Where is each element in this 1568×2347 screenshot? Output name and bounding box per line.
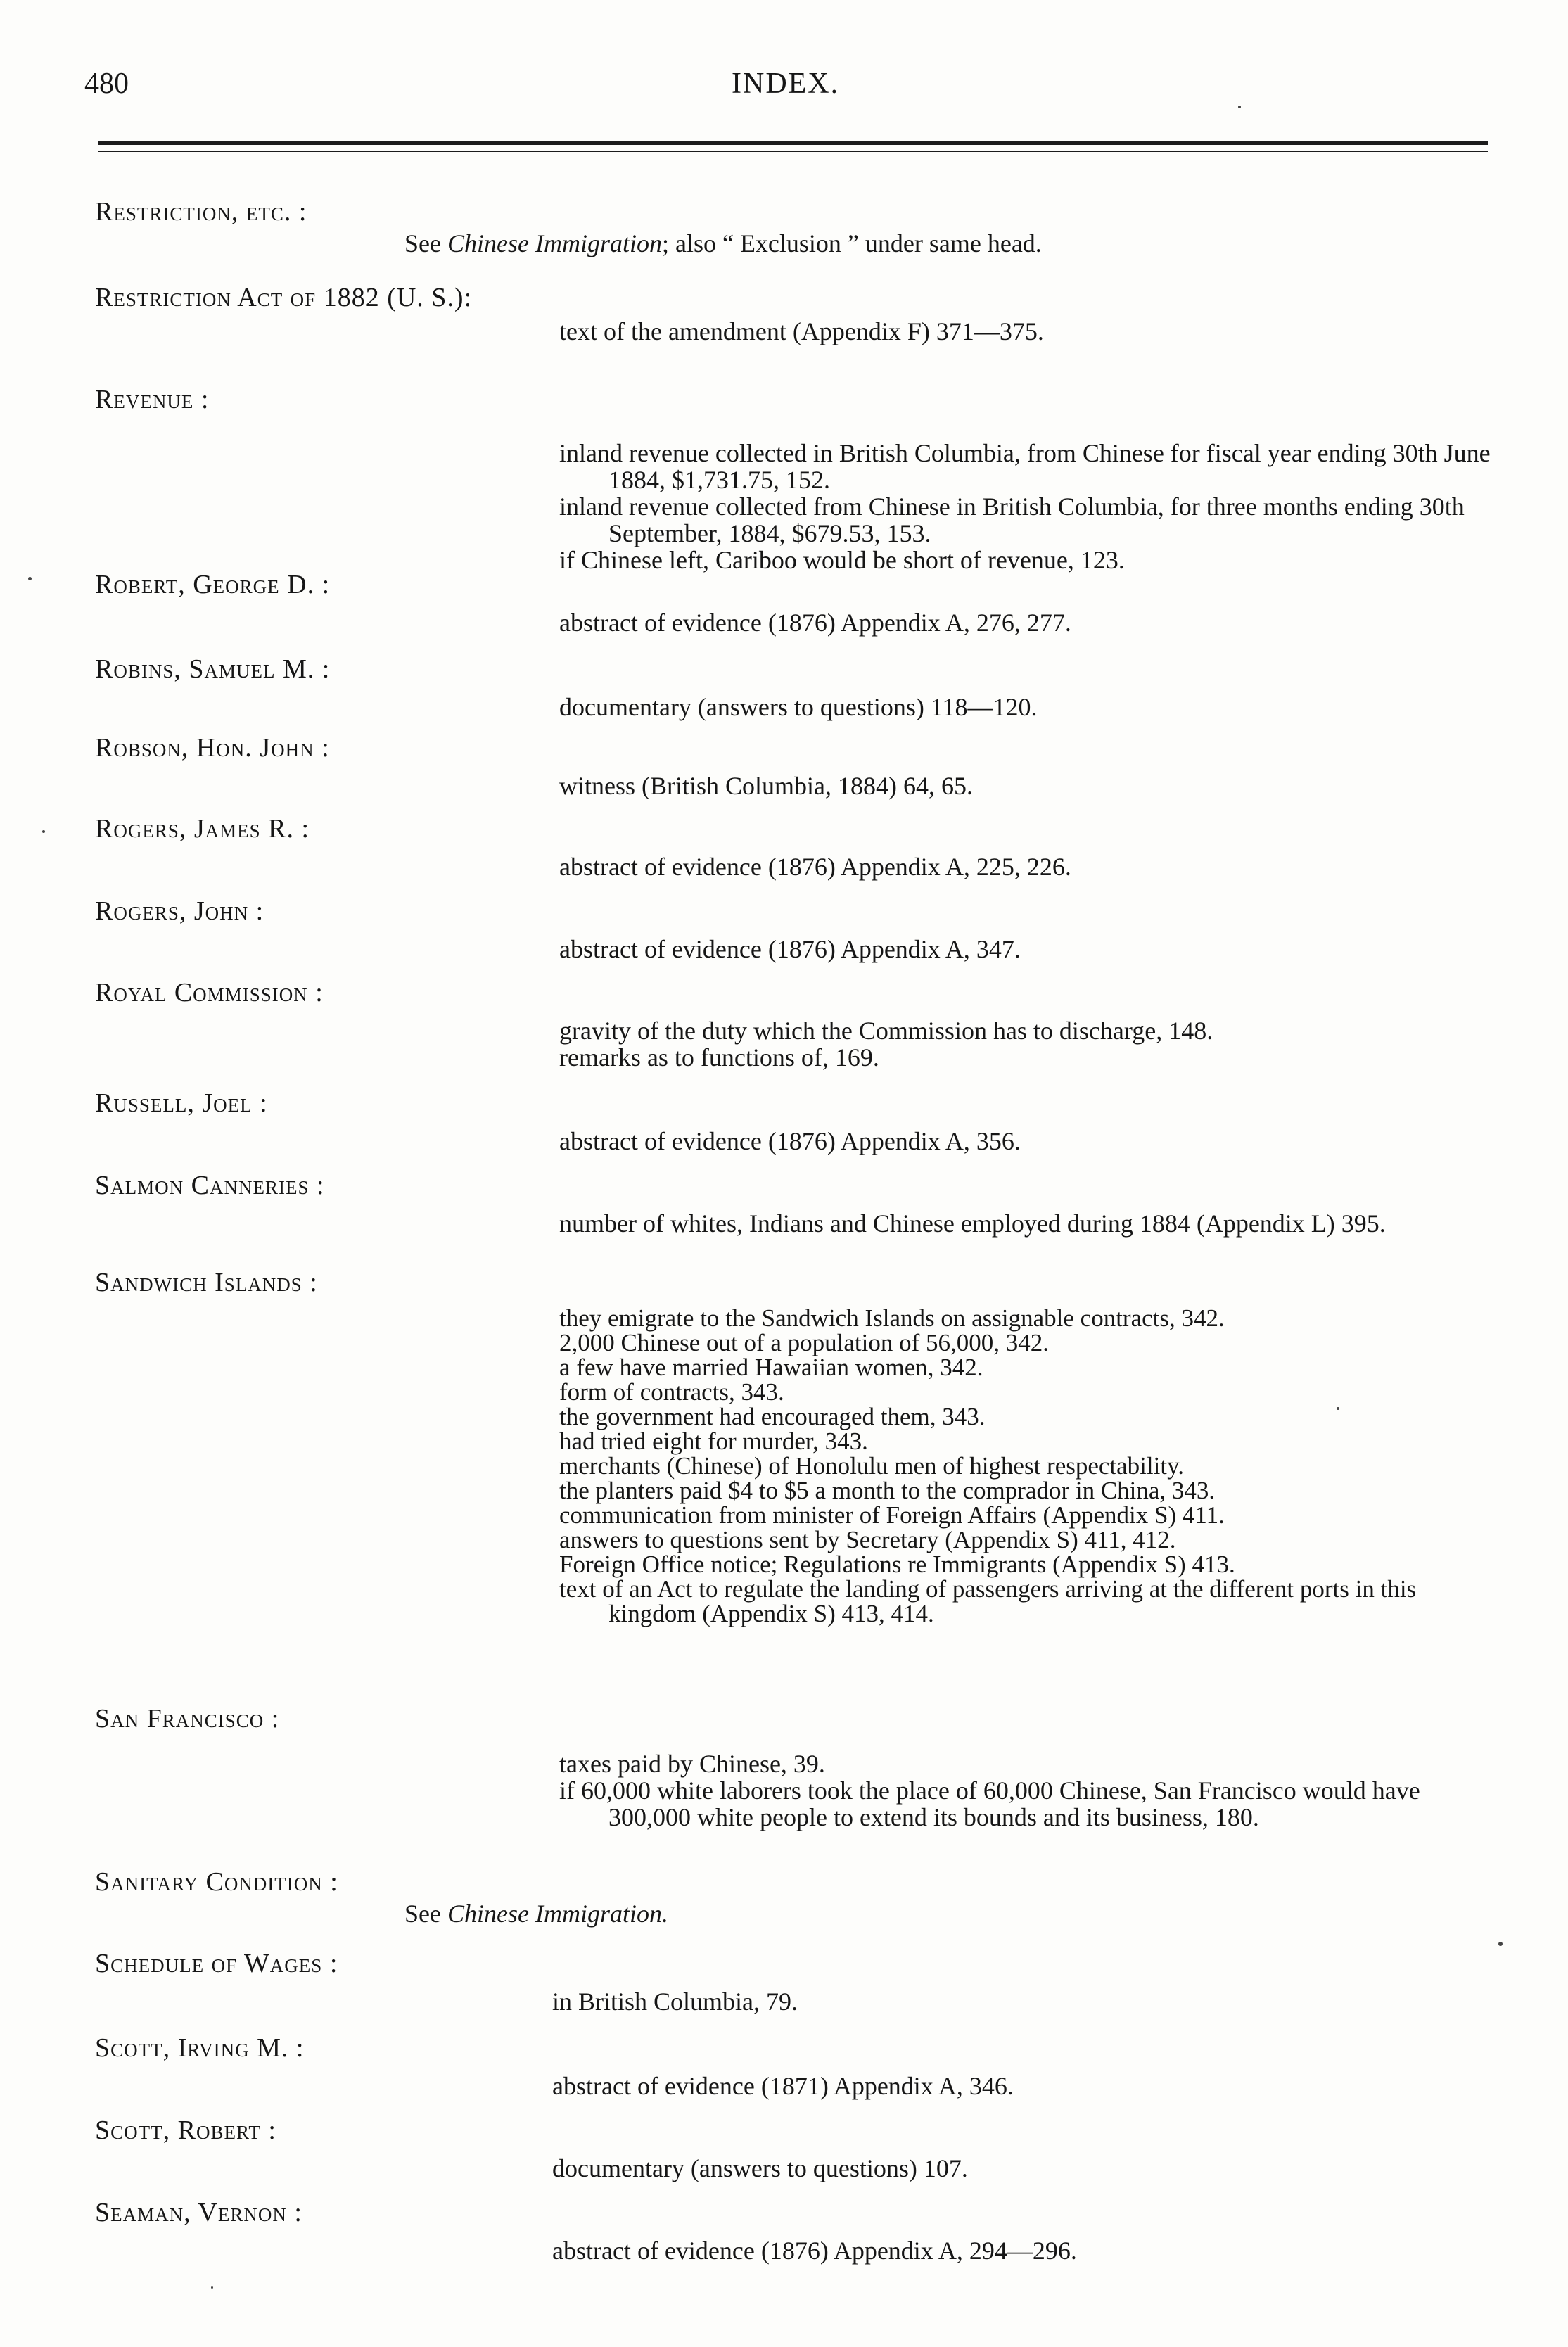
- see-suffix: ; also “ Exclusion ” under same head.: [661, 229, 1042, 257]
- entry-subentries: [552, 2237, 1491, 2264]
- subentry-line: the planters paid $4 to $5 a month to the comprador in China, 343.: [559, 1477, 1216, 1504]
- subentry-line: remarks as to functions of, 169.: [559, 1043, 879, 1071]
- subentry-line: 2,000 Chinese out of a population of 56,000, 342.: [559, 1329, 1050, 1356]
- subentry-line: if 60,000 white laborers took the place of 60,000 Chinese, San Francisco would have 300,000 white people to extend its bounds and its business, 180.: [559, 1776, 1420, 1831]
- subentry-line: text of the amendment (Appendix F) 371—375.: [559, 317, 1044, 345]
- subentry-line: gravity of the duty which the Commission has to discharge, 148.: [559, 1017, 1213, 1045]
- scan-speck: [28, 577, 32, 580]
- entry-heading: Schedule of Wages :: [95, 1949, 338, 1978]
- index-entry: [95, 1866, 1491, 1929]
- scan-speck: [1337, 1407, 1339, 1410]
- page-title: INDEX.: [732, 68, 840, 100]
- entry-subentries: [559, 853, 1491, 880]
- cross-reference: [404, 1898, 1491, 1929]
- index-entry: [95, 813, 1491, 880]
- index-entry: [95, 895, 1491, 962]
- entry-heading: Salmon Canneries :: [95, 1171, 325, 1200]
- subentry-line: in British Columbia, 79.: [552, 1987, 798, 2016]
- entry-heading: Sanitary Condition :: [95, 1867, 338, 1897]
- subentry-line: inland revenue collected from Chinese in British Columbia, for three months ending 30th September, 1884, $679.53, 153.: [559, 492, 1465, 547]
- entry-heading: Robert, George D. :: [95, 570, 331, 599]
- entry-subentries: [559, 440, 1491, 573]
- entry-subentries: [559, 1210, 1491, 1237]
- subentry-line: text of an Act to regulate the landing of passengers arriving at the different ports in this kingdom (Appendix S) 413, 414.: [559, 1575, 1417, 1627]
- index-entry: [95, 383, 1491, 573]
- index-entry: [95, 281, 1491, 345]
- entry-heading: Seaman, Vernon :: [95, 2198, 302, 2227]
- entry-subentries: [559, 1306, 1491, 1626]
- subentry-line: they emigrate to the Sandwich Islands on assignable contracts, 342.: [559, 1304, 1225, 1332]
- entry-subentries: [552, 1988, 1491, 2015]
- entry-heading: Royal Commission :: [95, 978, 324, 1007]
- subentry-line: abstract of evidence (1876) Appendix A, 225, 226.: [559, 853, 1071, 881]
- subentry-line: witness (British Columbia, 1884) 64, 65.: [559, 772, 973, 800]
- index-entry: [95, 977, 1491, 1071]
- index-entry: [95, 1169, 1491, 1237]
- subentry-line: communication from minister of Foreign Affairs (Appendix S) 411.: [559, 1501, 1225, 1529]
- entry-subentries: [559, 772, 1491, 799]
- see-prefix: See: [404, 1900, 441, 1928]
- subentry-line: taxes paid by Chinese, 39.: [559, 1750, 825, 1778]
- index-entry: [95, 653, 1491, 720]
- entry-heading: Rogers, James R. :: [95, 814, 310, 844]
- index-entry: [95, 568, 1491, 636]
- subentry-line: abstract of evidence (1876) Appendix A, 347.: [559, 935, 1021, 963]
- index-entry: [95, 1947, 1491, 2015]
- entry-subentries: [559, 609, 1491, 636]
- entry-heading: Restriction Act of 1882 (U. S.):: [95, 283, 473, 312]
- cross-reference: [404, 228, 1491, 259]
- subentry-line: documentary (answers to questions) 118—120.: [559, 693, 1038, 721]
- see-target: Chinese Immigration.: [447, 1900, 668, 1928]
- see-prefix: See: [404, 229, 441, 257]
- see-target: Chinese Immigration: [447, 229, 662, 257]
- subentry-line: answers to questions sent by Secretary (Appendix S) 411, 412.: [559, 1526, 1176, 1553]
- subentry-line: a few have married Hawaiian women, 342.: [559, 1354, 983, 1381]
- subentry-line: abstract of evidence (1871) Appendix A, 346.: [552, 2072, 1014, 2100]
- index-entry: [95, 196, 1491, 259]
- index-entry: [95, 2032, 1491, 2099]
- index-entry: [95, 1703, 1491, 1831]
- scan-speck: [211, 2286, 213, 2289]
- subentry-line: the government had encouraged them, 343.: [559, 1403, 986, 1430]
- entry-heading: San Francisco :: [95, 1704, 280, 1734]
- entry-subentries: [552, 2073, 1491, 2099]
- entry-heading: Rogers, John :: [95, 896, 264, 926]
- page-number: 480: [84, 68, 129, 100]
- index-entry: [95, 1087, 1491, 1155]
- entry-heading: Robson, Hon. John :: [95, 733, 330, 763]
- entry-subentries: [559, 318, 1491, 345]
- entry-heading: Revenue :: [95, 385, 210, 414]
- subentry-line: inland revenue collected in British Columbia, from Chinese for fiscal year ending 30th June 1884, $1,731.75, 152.: [559, 439, 1491, 494]
- index-entry: [95, 732, 1491, 799]
- subentry-line: had tried eight for murder, 343.: [559, 1427, 868, 1455]
- entry-subentries: [559, 936, 1491, 962]
- entry-heading: Robins, Samuel M. :: [95, 654, 331, 684]
- header-rule-thin: [98, 151, 1488, 152]
- entry-heading: Restriction, etc. :: [95, 197, 307, 227]
- subentry-line: Foreign Office notice; Regulations re Immigrants (Appendix S) 413.: [559, 1551, 1235, 1578]
- entry-heading: Russell, Joel :: [95, 1088, 268, 1118]
- subentry-line: abstract of evidence (1876) Appendix A, 276, 277.: [559, 609, 1071, 637]
- index-entry: [95, 1266, 1491, 1626]
- scan-speck: [1498, 1942, 1503, 1946]
- entry-subentries: [552, 2155, 1491, 2182]
- scan-speck: [1238, 106, 1241, 108]
- subentry-line: number of whites, Indians and Chinese employed during 1884 (Appendix L) 395.: [559, 1209, 1386, 1238]
- scan-speck: [42, 830, 45, 833]
- header-rule-thick: [98, 141, 1488, 145]
- entry-heading: Sandwich Islands :: [95, 1268, 318, 1297]
- subentry-line: abstract of evidence (1876) Appendix A, 294—296.: [552, 2237, 1077, 2265]
- entry-heading: Scott, Robert :: [95, 2116, 276, 2145]
- entry-subentries: [559, 1017, 1491, 1071]
- index-entry: [95, 2196, 1491, 2264]
- subentry-line: documentary (answers to questions) 107.: [552, 2154, 968, 2182]
- subentry-line: form of contracts, 343.: [559, 1378, 784, 1406]
- entry-subentries: [559, 1750, 1491, 1831]
- subentry-line: if Chinese left, Cariboo would be short of revenue, 123.: [559, 546, 1125, 574]
- subentry-line: abstract of evidence (1876) Appendix A, 356.: [559, 1127, 1021, 1155]
- entry-heading: Scott, Irving M. :: [95, 2033, 305, 2063]
- subentry-line: merchants (Chinese) of Honolulu men of highest respectability.: [559, 1452, 1185, 1480]
- entry-subentries: [559, 1128, 1491, 1155]
- index-entry: [95, 2114, 1491, 2182]
- entry-subentries: [559, 694, 1491, 720]
